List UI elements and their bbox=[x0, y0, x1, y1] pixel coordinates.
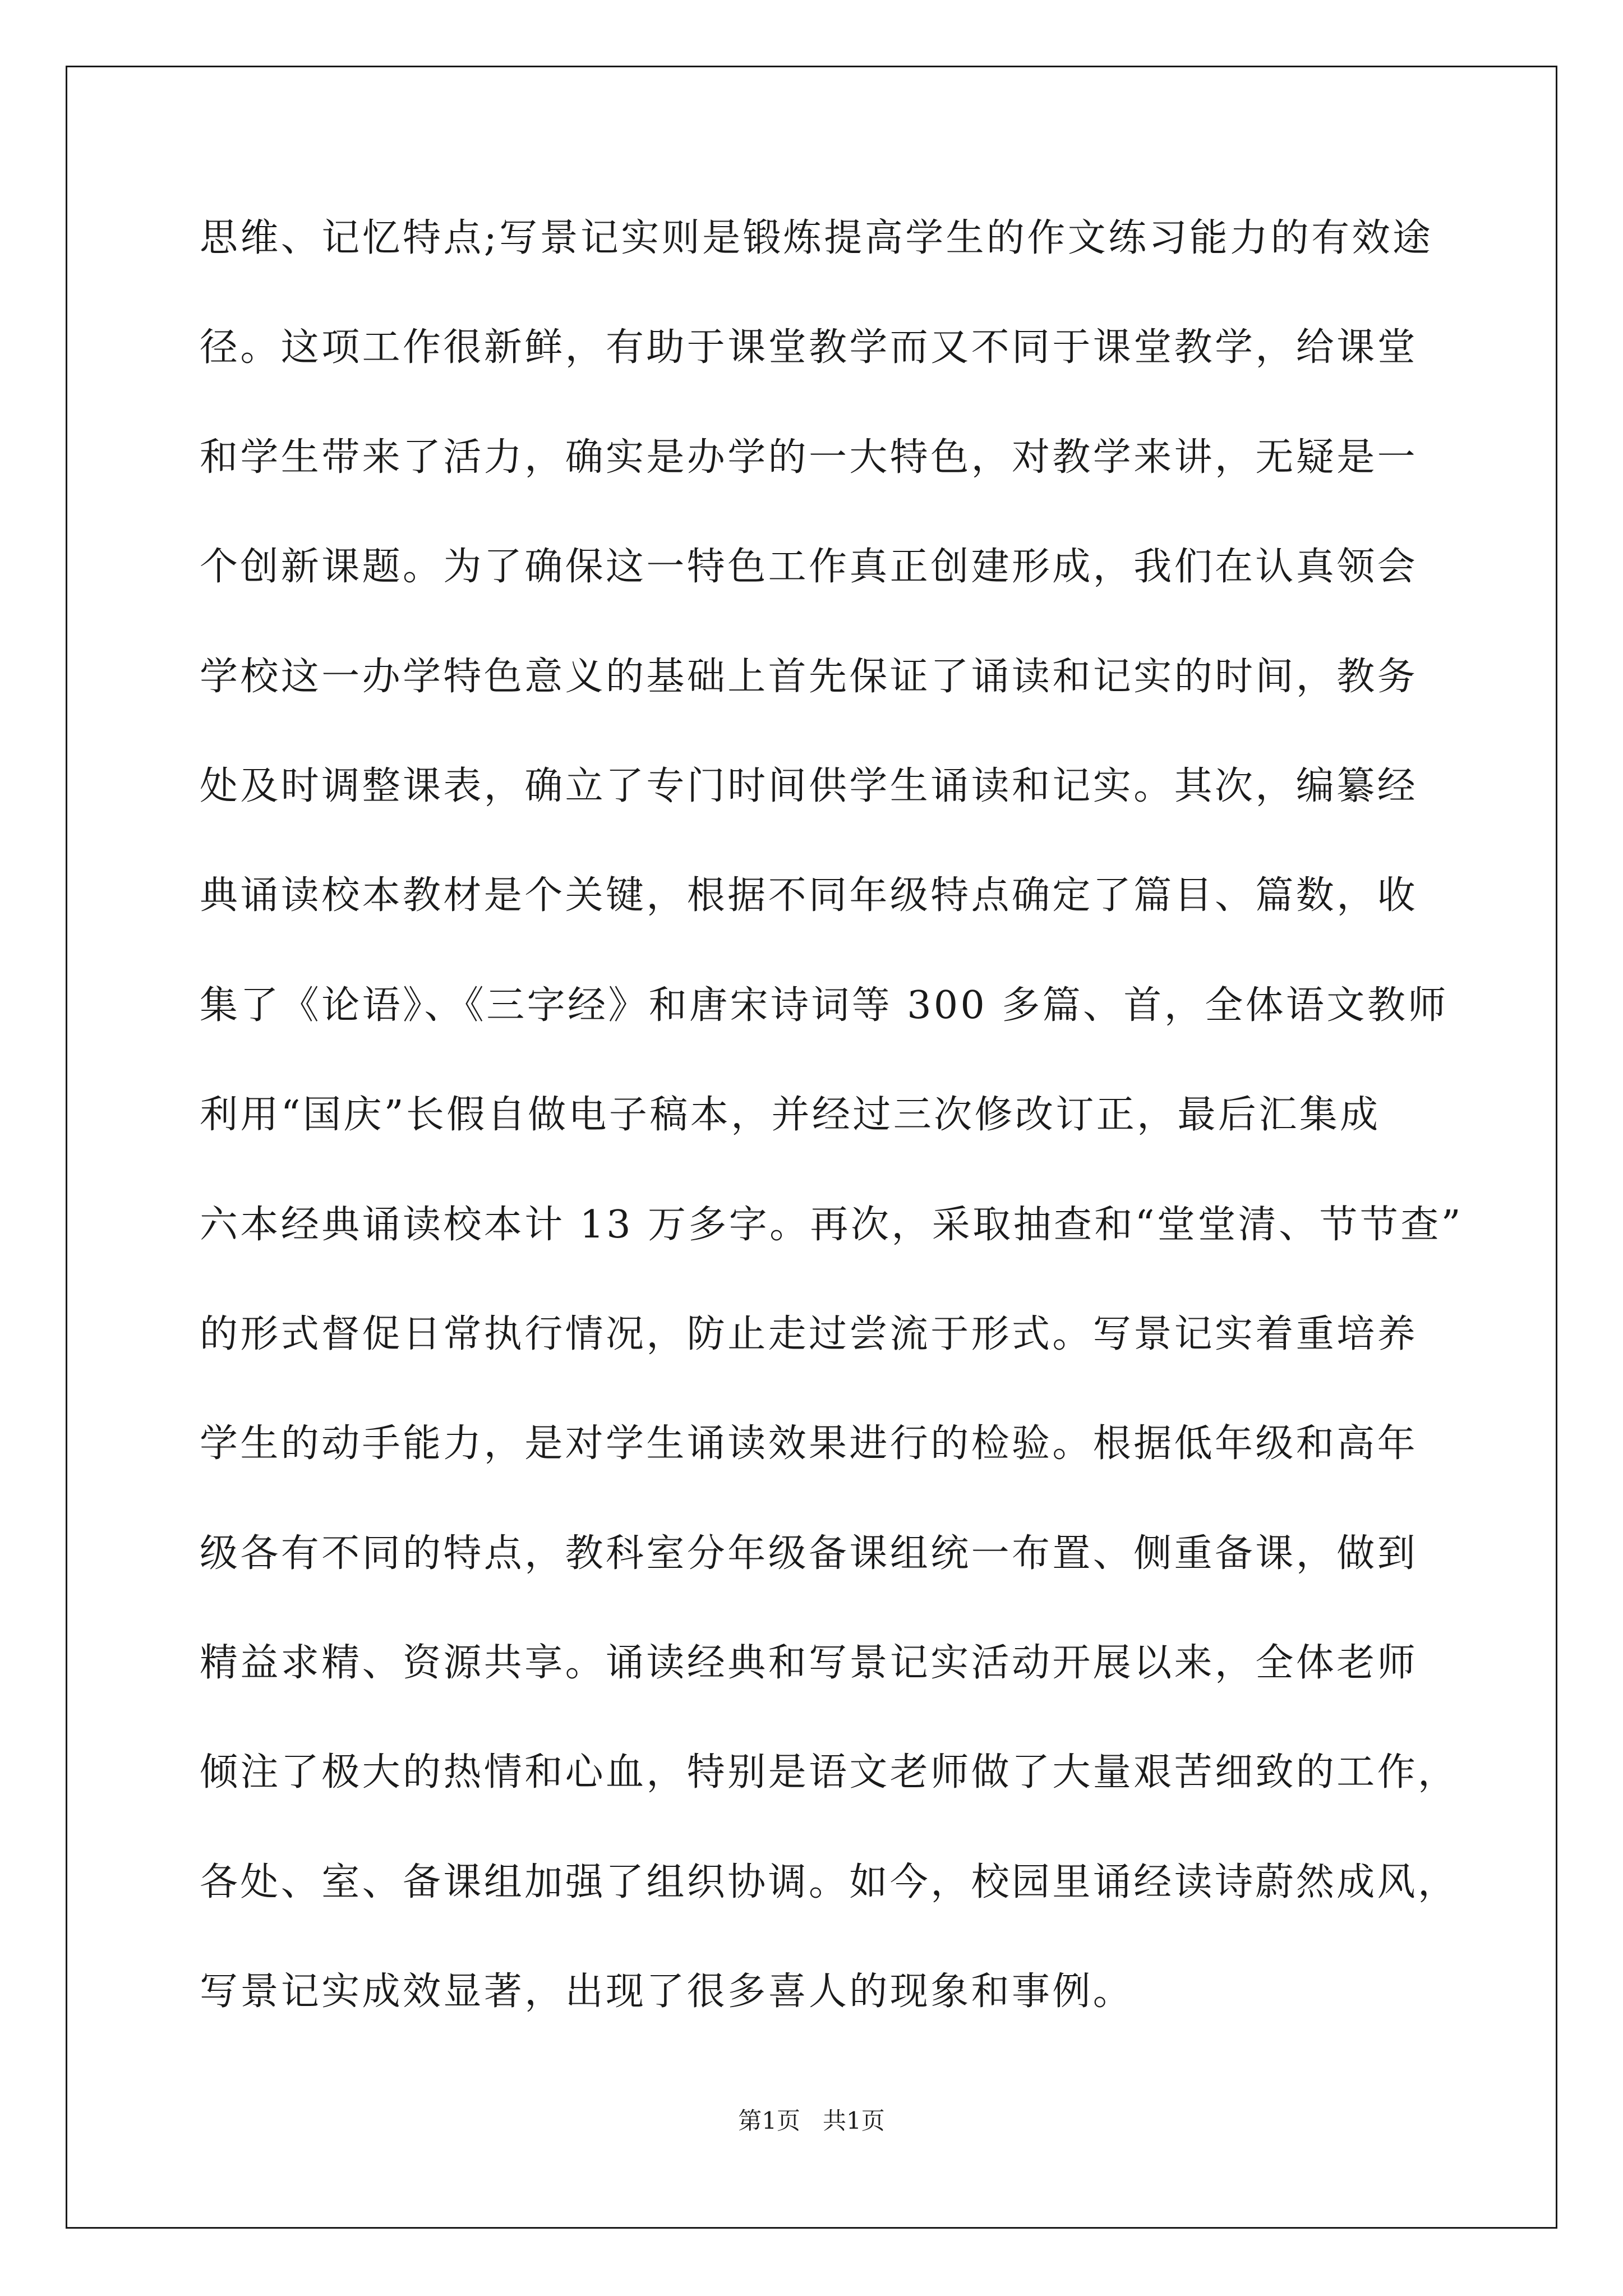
body-text bbox=[200, 216, 1463, 2081]
text-line: 集了《论语》、《三字经》和唐宋诗词等 300 多篇、首，全体语文教师 bbox=[200, 983, 1449, 1028]
text-line: 思维、记忆特点;写景记实则是锻炼提高学生的作文练习能力的有效途 bbox=[200, 216, 1433, 260]
text-line: 各处、室、备课组加强了组织协调。如今，校园里诵经读诗蔚然成风， bbox=[200, 1860, 1459, 1904]
text-line: 的形式督促日常执行情况，防止走过尝流于形式。写景记实着重培养 bbox=[200, 1312, 1418, 1356]
text-line: 处及时调整课表，确立了专门时间供学生诵读和记实。其次，编纂经 bbox=[200, 763, 1418, 808]
text-line: 和学生带来了活力，确实是办学的一大特色，对教学来讲，无疑是一 bbox=[200, 435, 1418, 480]
page-number: 第1页 共1页 bbox=[738, 2107, 885, 2134]
text-line: 个创新课题。为了确保这一特色工作真正创建形成，我们在认真领会 bbox=[200, 545, 1418, 590]
text-line: 级各有不同的特点，教科室分年级备课组统一布置、侧重备课，做到 bbox=[200, 1531, 1418, 1576]
text-line: 精益求精、资源共享。诵读经典和写景记实活动开展以来，全体老师 bbox=[200, 1641, 1418, 1686]
text-line: 学生的动手能力，是对学生诵读效果进行的检验。根据低年级和高年 bbox=[200, 1421, 1418, 1466]
text-line: 写景记实成效显著，出现了很多喜人的现象和事例。 bbox=[200, 1970, 1134, 2014]
text-line: 六本经典诵读校本计 13 万多字。再次，采取抽查和“堂堂清、节节查” bbox=[200, 1202, 1463, 1247]
text-line: 典诵读校本教材是个关键，根据不同年级特点确定了篇目、篇数，收 bbox=[200, 873, 1418, 918]
text-line: 径。这项工作很新鲜，有助于课堂教学而又不同于课堂教学，给课堂 bbox=[200, 325, 1418, 370]
text-line: 倾注了极大的热情和心血，特别是语文老师做了大量艰苦细致的工作， bbox=[200, 1750, 1459, 1795]
text-line: 利用“国庆”长假自做电子稿本，并经过三次修改订正，最后汇集成 bbox=[200, 1093, 1381, 1138]
text-line: 学校这一办学特色意义的基础上首先保证了诵读和记实的时间，教务 bbox=[200, 654, 1418, 699]
